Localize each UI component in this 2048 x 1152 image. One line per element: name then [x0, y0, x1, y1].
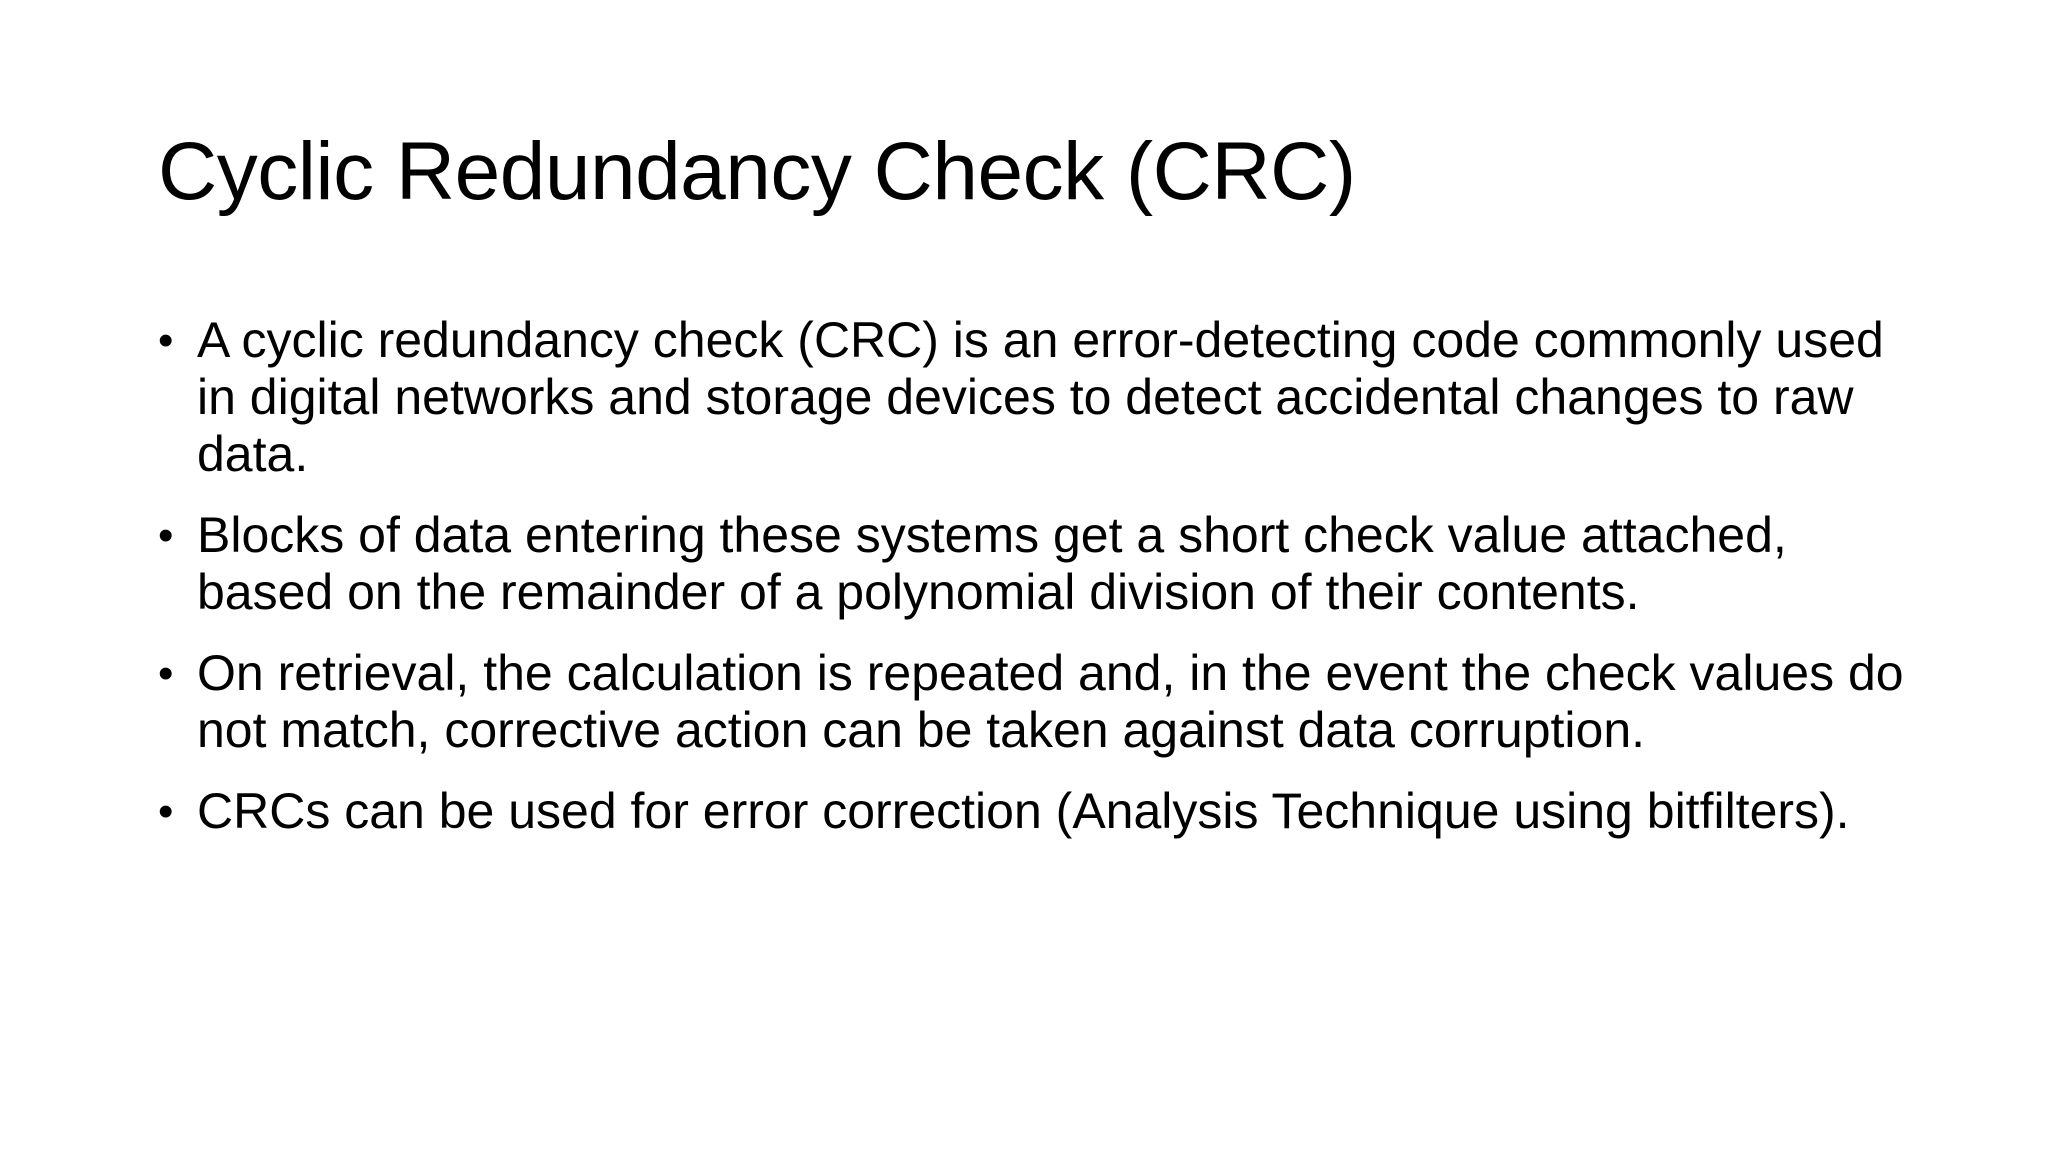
- bullet-item: [158, 783, 1928, 840]
- bullet-item: [158, 312, 1928, 483]
- bullet-dot: •: [158, 511, 174, 560]
- bullet-text: CRCs can be used for error correction (Analysis Technique using bitfilters).: [197, 783, 1850, 839]
- bullet-text: Blocks of data entering these systems get a short check value attached, based on the remainder of a polynomial division of their contents.: [197, 507, 1787, 620]
- bullet-item: [158, 507, 1928, 621]
- bullet-dot: •: [158, 649, 174, 698]
- bullet-text: On retrieval, the calculation is repeated and, in the event the check values do not match, corrective action can be taken against data corruption.: [197, 645, 1904, 758]
- bullet-item: [158, 645, 1928, 759]
- bullet-dot: •: [158, 316, 174, 365]
- slide-title: Cyclic Redundancy Check (CRC): [158, 126, 1356, 217]
- bullet-list: [158, 312, 1928, 864]
- bullet-dot: •: [158, 787, 174, 836]
- bullet-text: A cyclic redundancy check (CRC) is an error-detecting code commonly used in digital networks and storage devices to detect accidental changes to raw data.: [197, 312, 1884, 482]
